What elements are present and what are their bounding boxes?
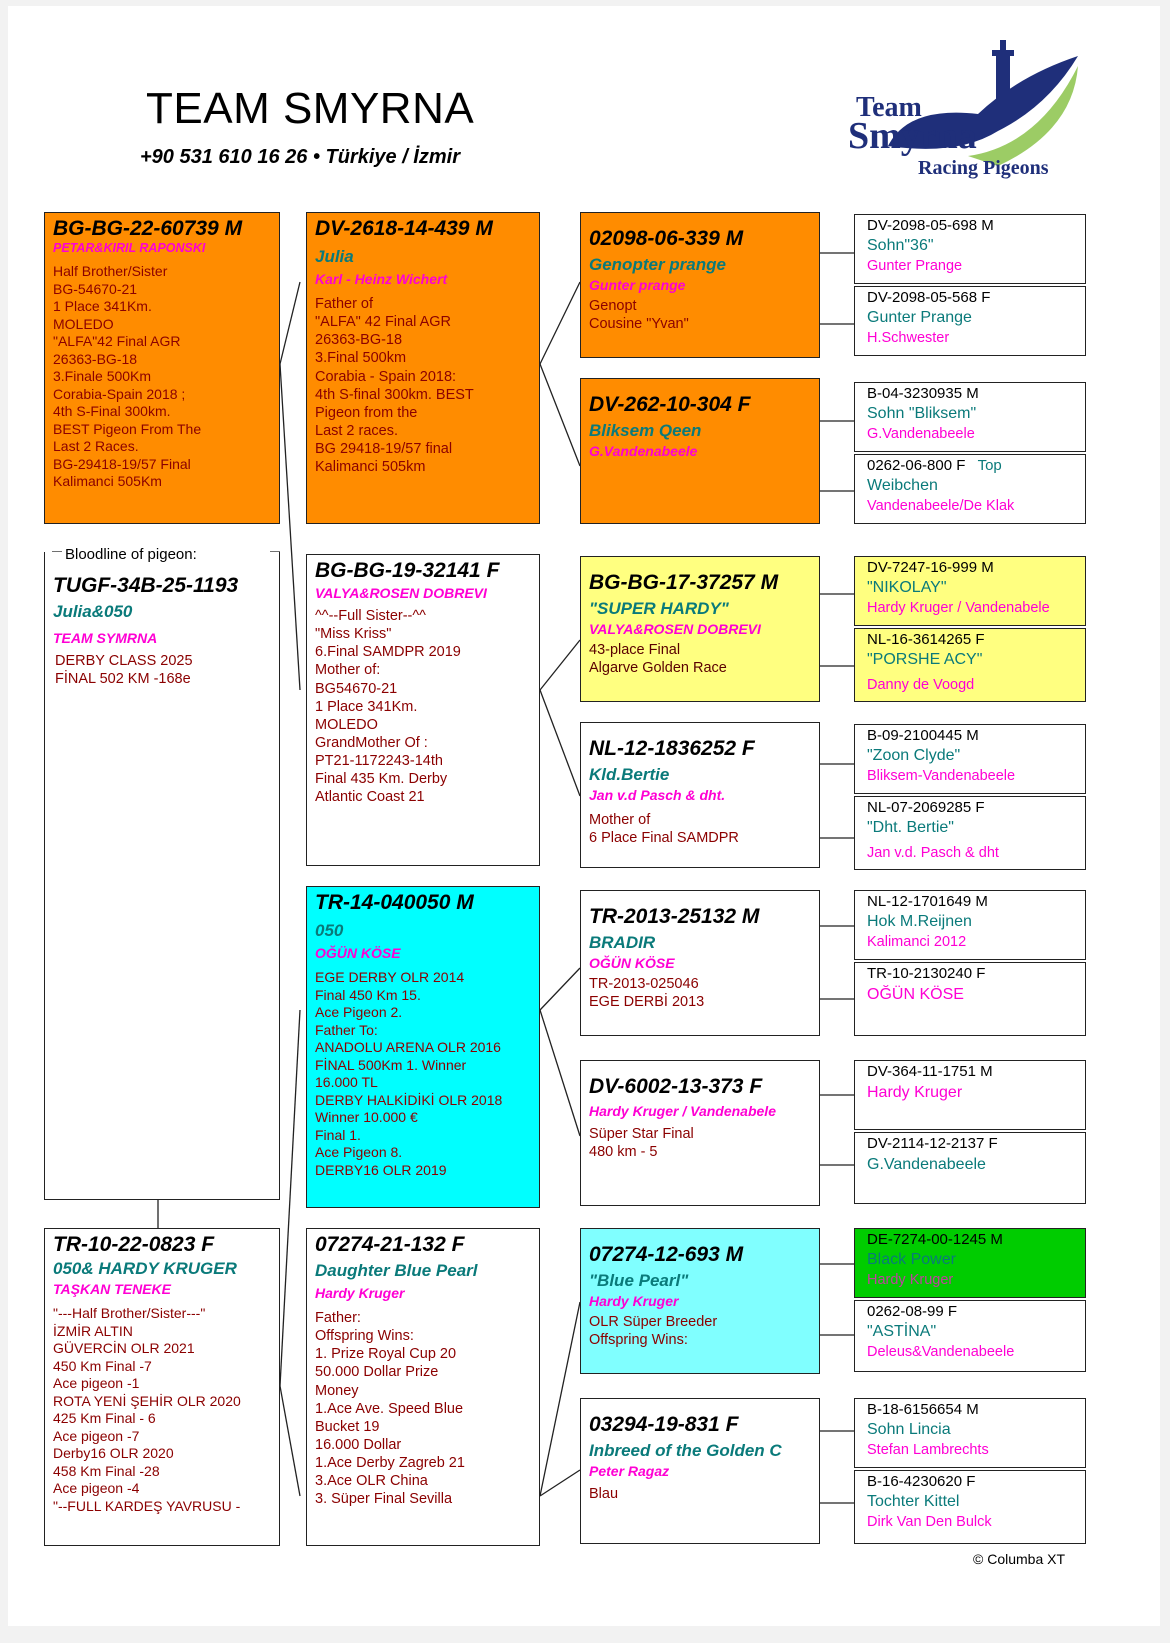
- sibling-bottom-card[interactable]: [44, 1228, 280, 1546]
- breeder: Hardy Kruger: [867, 1272, 954, 1288]
- pigeon-name: "NIKOLAY": [867, 579, 947, 596]
- ring-number: DV-262-10-304 F: [589, 393, 751, 416]
- breeder: Karl - Heinz Wichert: [315, 271, 448, 287]
- ring-number: TR-14-040050 M: [315, 891, 474, 914]
- pigeon-name: 050: [315, 921, 344, 940]
- pigeon-name: Black Power: [867, 1251, 956, 1268]
- bloodline-label: Bloodline of pigeon:: [65, 546, 197, 563]
- breeder: Hardy Kruger: [867, 1084, 963, 1101]
- sire-of-sibling-card[interactable]: [306, 886, 540, 1208]
- ring-number: BG-BG-22-60739 M: [53, 217, 243, 240]
- breeder: Hardy Kruger: [315, 1285, 405, 1301]
- ring-number: NL-12-1836252 F: [589, 737, 755, 760]
- breeder: Peter Ragaz: [589, 1463, 670, 1479]
- g3-card-4[interactable]: [580, 722, 820, 868]
- ring-number: BG-BG-19-32141 F: [315, 559, 500, 582]
- breeder: H.Schwester: [867, 330, 950, 346]
- subject-card[interactable]: [44, 552, 280, 1200]
- g4-card-15[interactable]: [854, 1398, 1086, 1468]
- ring-number: TUGF-34B-25-1193: [53, 574, 239, 597]
- breeder: OĞÜN KÖSE: [867, 986, 964, 1003]
- breeder: TEAM SYMRNA: [53, 630, 158, 646]
- g3-card-6[interactable]: [580, 1060, 820, 1206]
- breeder: OĞÜN KÖSE: [589, 955, 675, 971]
- pigeon-name: 050& HARDY KRUGER: [53, 1259, 237, 1278]
- pigeon-name: "Blue Pearl": [589, 1271, 689, 1290]
- g4-card-12[interactable]: [854, 1132, 1086, 1204]
- ring-number: DV-2114-12-2137 F: [867, 1135, 998, 1152]
- pigeon-name: "PORSHE ACY": [867, 651, 983, 668]
- breeder: Vandenabeele/De Klak: [867, 498, 1015, 514]
- logo-text-smyrna: Smyrna: [848, 115, 977, 157]
- notes: EGE DERBY OLR 2014 Final 450 Km 15. Ace Pigeon 2. Father To: ANADOLU ARENA OLR 2016 FİNAL 500Km 1. Winner 16.000 TL DERBY HALKİDİKİ OLR 2018 Winner 10.000 € Final 1. Ace Pigeon 8. DERBY16 OLR 2019: [315, 969, 503, 1178]
- ring-number: BG-BG-17-37257 M: [589, 571, 779, 594]
- ring-number: 0262-06-800 F: [867, 457, 966, 474]
- logo-text-racing: Racing Pigeons: [918, 157, 1049, 179]
- pigeon-name: BRADIR: [589, 933, 656, 952]
- sire-card[interactable]: [306, 212, 540, 524]
- g4-card-2[interactable]: [854, 286, 1086, 356]
- extra-label: Top: [977, 457, 1002, 474]
- ring-number: DV-6002-13-373 F: [589, 1075, 763, 1098]
- notes: Genopt Cousine "Yvan": [589, 298, 689, 333]
- notes: TR-2013-025046 EGE DERBİ 2013: [589, 976, 705, 1011]
- g4-card-5[interactable]: [854, 556, 1086, 626]
- pigeon-name: Weibchen: [867, 477, 938, 494]
- ring-number: TR-10-2130240 F: [867, 965, 986, 982]
- breeder: OĞÜN KÖSE: [315, 945, 401, 961]
- g3-card-5[interactable]: [580, 890, 820, 1036]
- pigeon-name: Julia: [315, 247, 354, 266]
- g3-card-8[interactable]: [580, 1398, 820, 1544]
- g4-card-8[interactable]: [854, 796, 1086, 870]
- breeder: Danny de Voogd: [867, 677, 975, 693]
- g4-card-6[interactable]: [854, 628, 1086, 702]
- pigeon-name: Hok M.Reijnen: [867, 913, 972, 930]
- g4-card-13[interactable]: [854, 1228, 1086, 1298]
- ring-number: B-18-6156654 M: [867, 1401, 979, 1418]
- breeder: VALYA&ROSEN DOBREVI: [589, 621, 761, 637]
- g4-card-14[interactable]: [854, 1300, 1086, 1372]
- ring-number: DV-2098-05-698 M: [867, 217, 994, 234]
- pigeon-name: "SUPER HARDY": [589, 599, 729, 618]
- breeder: Bliksem-Vandenabeele: [867, 768, 1016, 784]
- pigeon-name: Inbreed of the Golden C: [589, 1441, 782, 1460]
- ring-number: 0262-08-99 F: [867, 1303, 958, 1320]
- ring-number: DE-7274-00-1245 M: [867, 1231, 1003, 1248]
- ring-number: TR-2013-25132 M: [589, 905, 760, 928]
- ring-number: DV-7247-16-999 M: [867, 559, 994, 576]
- pigeon-name: Daughter Blue Pearl: [315, 1261, 478, 1280]
- notes: ^^--Full Sister--^^ "Miss Kriss" 6.Final SAMDPR 2019 Mother of: BG54670-21 1 Place 341Km. MOLEDO GrandMother Of : PT21-1172243-14th Final 435 Km. Derby Atlantic Coast 21: [315, 608, 461, 806]
- notes: OLR Süper Breeder Offspring Wins:: [589, 1314, 718, 1349]
- g3-card-2[interactable]: [580, 378, 820, 524]
- logo-text-team: Team: [856, 92, 922, 123]
- pigeon-name: Sohn "Bliksem": [867, 405, 977, 422]
- ring-number: 07274-12-693 M: [589, 1243, 744, 1266]
- breeder: VALYA&ROSEN DOBREVI: [315, 585, 487, 601]
- pigeon-name: Tochter Kittel: [867, 1493, 960, 1510]
- copyright: © Columba XT: [973, 1551, 1066, 1567]
- pigeon-name: "ASTİNA": [867, 1323, 937, 1340]
- breeder: G.Vandenabeele: [589, 443, 698, 459]
- pigeon-name: Gunter Prange: [867, 309, 972, 326]
- ring-number: 02098-06-339 M: [589, 227, 744, 250]
- g4-card-3[interactable]: [854, 382, 1086, 452]
- g3-card-3[interactable]: [580, 556, 820, 702]
- g4-card-16[interactable]: [854, 1470, 1086, 1544]
- ring-number: DV-2098-05-568 F: [867, 289, 991, 306]
- notes: Father: Offspring Wins: 1. Prize Royal Cup 20 50.000 Dollar Prize Money 1.Ace Ave. Speed Blue Bucket 19 16.000 Dollar 1.Ace Derby Zagreb 21 3.Ace OLR China 3. Süper Final Sevilla: [315, 1310, 465, 1508]
- breeder: Hardy Kruger / Vandenabele: [867, 600, 1050, 616]
- ring-number: NL-12-1701649 M: [867, 893, 988, 910]
- ring-number: DV-364-11-1751 M: [867, 1063, 993, 1080]
- breeder: Gunter prange: [589, 277, 686, 293]
- g4-card-7[interactable]: [854, 724, 1086, 794]
- breeder: TAŞKAN TENEKE: [53, 1281, 171, 1297]
- pedigree-page: [8, 6, 1160, 1626]
- pigeon-name: "Zoon Clyde": [867, 747, 961, 764]
- notes: Mother of 6 Place Final SAMDPR: [589, 812, 739, 847]
- ring-number: 07274-21-132 F: [315, 1233, 465, 1256]
- ring-number: DV-2618-14-439 M: [315, 217, 493, 240]
- notes: Blau: [589, 1486, 619, 1502]
- notes: DERBY CLASS 2025 FİNAL 502 KM -168e: [55, 653, 193, 688]
- breeder: Gunter Prange: [867, 258, 963, 274]
- ring-number: NL-07-2069285 F: [867, 799, 985, 816]
- pigeon-name: Bliksem Qeen: [589, 421, 702, 440]
- ring-number: TR-10-22-0823 F: [53, 1233, 215, 1256]
- page-title: TEAM SMYRNA: [146, 84, 475, 133]
- notes: Half Brother/Sister BG-54670-21 1 Place 341Km. MOLEDO "ALFA"42 Final AGR 26363-BG-18 3.Finale 500Km Corabia-Spain 2018 ; 4th S-Final 300km. BEST Pigeon From The Last 2 Races. BG-29418-19/57 Final Kalimanci 505Km: [53, 263, 202, 489]
- notes: Father of "ALFA" 42 Final AGR 26363-BG-18 3.Final 500km Corabia - Spain 2018: 4th S-final 300km. BEST Pigeon from the Last 2 races. BG 29418-19/57 final Kalimanci 505km: [315, 296, 474, 476]
- breeder: Jan v.d Pasch & dht.: [589, 787, 726, 803]
- breeder: PETAR&KIRIL RAPONSKI: [53, 241, 206, 255]
- breeder: Hardy Kruger: [589, 1293, 679, 1309]
- breeder: Jan v.d. Pasch & dht: [867, 845, 999, 861]
- ring-number: B-04-3230935 M: [867, 385, 979, 402]
- ring-number: 03294-19-831 F: [589, 1413, 739, 1436]
- ring-number: NL-16-3614265 F: [867, 631, 985, 648]
- breeder: G.Vandenabeele: [867, 1156, 986, 1173]
- pigeon-name: Sohn Lincia: [867, 1421, 951, 1438]
- g4-card-11[interactable]: [854, 1060, 1086, 1130]
- breeder: Kalimanci 2012: [867, 934, 967, 950]
- g4-card-9[interactable]: [854, 890, 1086, 960]
- breeder: Hardy Kruger / Vandenabele: [589, 1103, 776, 1119]
- contact-phone: +90 531 610 16 26 • Türkiye / İzmir: [140, 146, 460, 168]
- breeder: Deleus&Vandenabeele: [867, 1344, 1015, 1360]
- g4-card-1[interactable]: [854, 214, 1086, 284]
- breeder: Stefan Lambrechts: [867, 1442, 989, 1458]
- dam-card[interactable]: [306, 554, 540, 866]
- breeder: G.Vandenabeele: [867, 426, 975, 442]
- g3-card-7[interactable]: [580, 1228, 820, 1374]
- g4-card-10[interactable]: [854, 962, 1086, 1036]
- g4-card-4[interactable]: [854, 454, 1086, 524]
- pigeon-name: Kld.Bertie: [589, 765, 670, 784]
- notes: "---Half Brother/Sister---" İZMİR ALTIN GÜVERCİN OLR 2021 450 Km Final -7 Ace pigeon -1 ROTA YENİ ŞEHİR OLR 2020 425 Km Final - 6 Ace pigeon -7 Derby16 OLR 2020 458 Km Final -28 Ace pigeon -4 "--FULL KARDEŞ YAVRUSU -: [53, 1305, 241, 1514]
- breeder: Dirk Van Den Bulck: [867, 1514, 992, 1530]
- notes: 43-place Final Algarve Golden Race: [589, 642, 727, 677]
- notes: Süper Star Final 480 km - 5: [589, 1126, 694, 1161]
- ring-number: B-09-2100445 M: [867, 727, 979, 744]
- sibling-top-card[interactable]: [44, 212, 280, 524]
- ring-number: B-16-4230620 F: [867, 1473, 976, 1490]
- pigeon-name: "Dht. Bertie": [867, 819, 954, 836]
- pigeon-name: Genopter prange: [589, 255, 726, 274]
- pigeon-name: Sohn"36": [867, 237, 934, 254]
- dam-of-sibling-card[interactable]: [306, 1228, 540, 1546]
- g3-card-1[interactable]: [580, 212, 820, 358]
- pigeon-name: Julia&050: [53, 602, 133, 621]
